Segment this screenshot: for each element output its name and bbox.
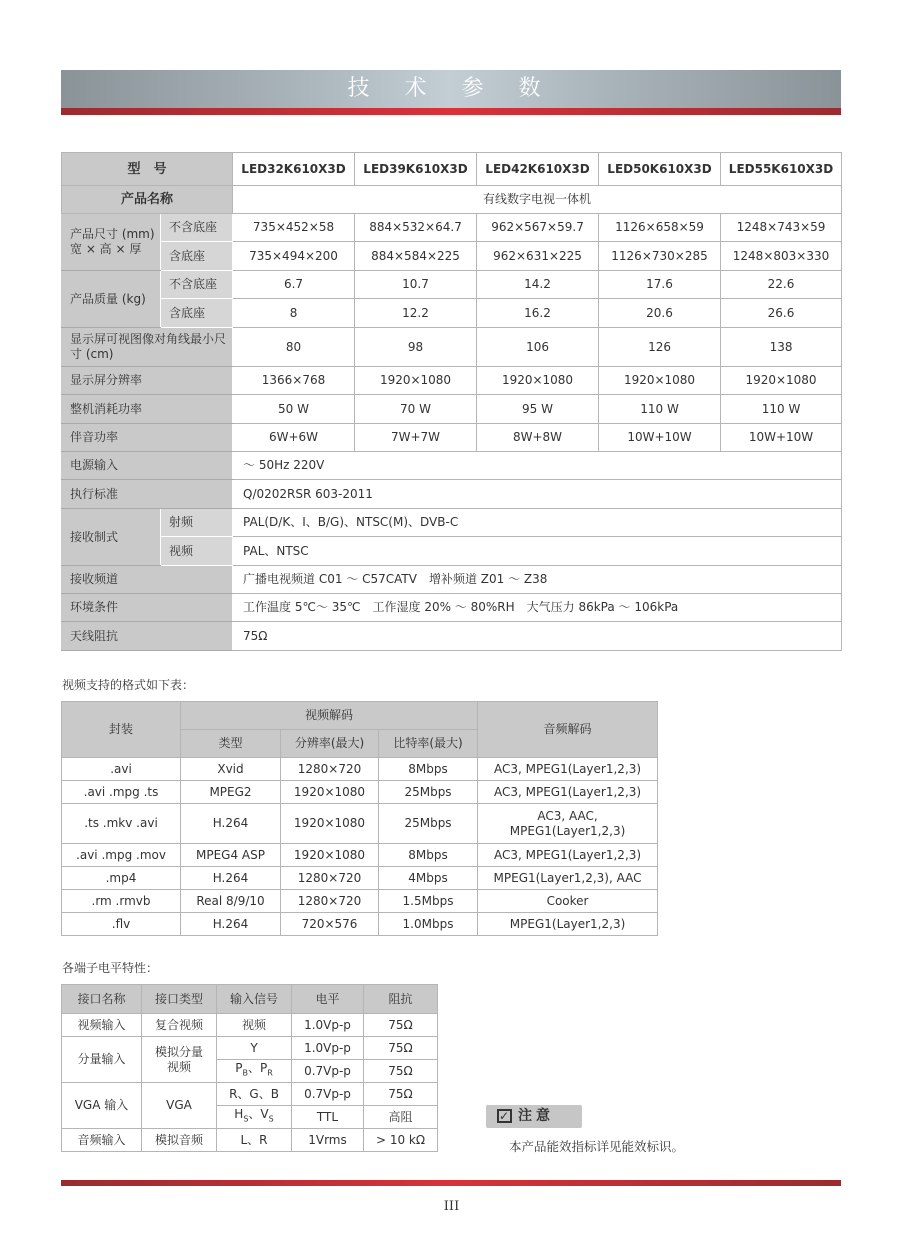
cell: H.264 bbox=[181, 804, 281, 844]
model-cell: LED32K610X3D bbox=[233, 153, 355, 186]
cell: 98 bbox=[355, 328, 477, 367]
cell: 75Ω bbox=[364, 1014, 438, 1037]
hs: H bbox=[234, 1107, 244, 1122]
header-cell: 阻抗 bbox=[364, 985, 438, 1014]
note-text: 本产品能效指标详见能效标识。 bbox=[509, 1139, 685, 1154]
cell: 1920×1080 bbox=[281, 804, 379, 844]
cell: 1248×743×59 bbox=[721, 214, 842, 242]
cell: 26.6 bbox=[721, 299, 842, 328]
cell: 1280×720 bbox=[281, 890, 379, 913]
header-bitrate: 比特率(最大) bbox=[379, 730, 478, 758]
cell bbox=[217, 1106, 292, 1129]
antenna-value: 75Ω bbox=[233, 622, 842, 651]
cell: 模拟分量视频 bbox=[142, 1037, 217, 1083]
table-row bbox=[62, 214, 842, 242]
cell: 126 bbox=[599, 328, 721, 367]
model-cell: LED55K610X3D bbox=[721, 153, 842, 186]
table-row bbox=[62, 1083, 438, 1106]
cell: TTL bbox=[292, 1106, 364, 1129]
pr-sub: R bbox=[267, 1068, 273, 1078]
table-row bbox=[62, 804, 658, 844]
video-caption: 视频支持的格式如下表： bbox=[62, 678, 195, 692]
cell: 8Mbps bbox=[379, 844, 478, 867]
cell: 20.6 bbox=[599, 299, 721, 328]
cell: Xvid bbox=[181, 758, 281, 781]
input-value: ～ 50Hz 220V bbox=[233, 452, 842, 480]
cell: AC3, MPEG1(Layer1,2,3) bbox=[478, 844, 658, 867]
with-stand-label: 含底座 bbox=[161, 299, 233, 328]
pr: P bbox=[259, 1061, 268, 1076]
cell: L、R bbox=[217, 1129, 292, 1152]
weight-label: 产品质量 (kg) bbox=[62, 271, 161, 328]
cell: 884×584×225 bbox=[355, 242, 477, 271]
header-resolution: 分辨率(最大) bbox=[281, 730, 379, 758]
table-row bbox=[62, 395, 842, 424]
cell: .ts .mkv .avi bbox=[62, 804, 181, 844]
cell: 962×631×225 bbox=[477, 242, 599, 271]
cell: 1126×730×285 bbox=[599, 242, 721, 271]
power-label: 整机消耗功率 bbox=[62, 395, 233, 424]
res-label: 显示屏分辨率 bbox=[62, 367, 233, 395]
cell: 10W+10W bbox=[721, 424, 842, 452]
checkbox-icon: ✓ bbox=[497, 1109, 512, 1123]
cell: .flv bbox=[62, 913, 181, 936]
red-divider bbox=[61, 108, 841, 115]
model-cell: LED39K610X3D bbox=[355, 153, 477, 186]
cell: .rm .rmvb bbox=[62, 890, 181, 913]
audio-power-label: 伴音功率 bbox=[62, 424, 233, 452]
table-row bbox=[62, 913, 658, 936]
table-row bbox=[62, 367, 842, 395]
cell: 音频输入 bbox=[62, 1129, 142, 1152]
cell: MPEG1(Layer1,2,3) bbox=[478, 913, 658, 936]
header-cell: 电平 bbox=[292, 985, 364, 1014]
vs: V bbox=[260, 1107, 269, 1122]
cell: 50 W bbox=[233, 395, 355, 424]
cell: 分量输入 bbox=[62, 1037, 142, 1083]
page-number: III bbox=[443, 1199, 460, 1214]
table-row bbox=[62, 985, 438, 1014]
video-format-table bbox=[61, 701, 658, 936]
sep: 、 bbox=[248, 1107, 261, 1122]
cell: 22.6 bbox=[721, 271, 842, 299]
model-cell: LED50K610X3D bbox=[599, 153, 721, 186]
cell: 视频 bbox=[217, 1014, 292, 1037]
cell: 1.0Vp-p bbox=[292, 1037, 364, 1060]
cell: 10W+10W bbox=[599, 424, 721, 452]
cell: 106 bbox=[477, 328, 599, 367]
cell: 14.2 bbox=[477, 271, 599, 299]
without-stand-label: 不含底座 bbox=[161, 214, 233, 242]
std-value: Q/0202RSR 603-2011 bbox=[233, 480, 842, 509]
video-label: 视频 bbox=[161, 537, 233, 566]
table-row bbox=[62, 622, 842, 651]
cell: 1920×1080 bbox=[477, 367, 599, 395]
table-row bbox=[62, 758, 658, 781]
cell: 0.7Vp-p bbox=[292, 1060, 364, 1083]
cell: 1920×1080 bbox=[599, 367, 721, 395]
table-row bbox=[62, 424, 842, 452]
section-title-banner: 技 术 参 数 bbox=[61, 70, 841, 108]
cell: .avi .mpg .ts bbox=[62, 781, 181, 804]
header-video-decode: 视频解码 bbox=[181, 702, 478, 730]
cell: 1280×720 bbox=[281, 758, 379, 781]
recv-label: 接收制式 bbox=[62, 509, 161, 566]
cell: 1920×1080 bbox=[721, 367, 842, 395]
port-table bbox=[61, 984, 438, 1152]
cell: 95 W bbox=[477, 395, 599, 424]
diag-label: 显示屏可视图像对角线最小尺寸 (cm) bbox=[62, 328, 233, 367]
cell: AC3, MPEG1(Layer1,2,3) bbox=[478, 781, 658, 804]
std-label: 执行标准 bbox=[62, 480, 233, 509]
table-row bbox=[62, 867, 658, 890]
video-value: PAL、NTSC bbox=[233, 537, 842, 566]
cell: 1.5Mbps bbox=[379, 890, 478, 913]
cell: 735×452×58 bbox=[233, 214, 355, 242]
cell: AC3, MPEG1(Layer1,2,3) bbox=[478, 758, 658, 781]
table-row bbox=[62, 452, 842, 480]
table-row bbox=[62, 1014, 438, 1037]
cell: 6W+6W bbox=[233, 424, 355, 452]
model-label: 型 号 bbox=[62, 153, 233, 186]
sep: 、 bbox=[247, 1061, 260, 1076]
cell: 1920×1080 bbox=[281, 844, 379, 867]
cell: H.264 bbox=[181, 913, 281, 936]
cell: VGA bbox=[142, 1083, 217, 1129]
cell: 16.2 bbox=[477, 299, 599, 328]
table-row bbox=[62, 509, 842, 537]
cell: 7W+7W bbox=[355, 424, 477, 452]
cell: 1126×658×59 bbox=[599, 214, 721, 242]
table-row bbox=[62, 480, 842, 509]
pb-sub: B bbox=[242, 1068, 248, 1078]
cell: 1920×1080 bbox=[355, 367, 477, 395]
header-pack: 封装 bbox=[62, 702, 181, 758]
table-row bbox=[62, 890, 658, 913]
cell: AC3, AAC, MPEG1(Layer1,2,3) bbox=[478, 804, 658, 844]
cell: 1.0Mbps bbox=[379, 913, 478, 936]
cell: 735×494×200 bbox=[233, 242, 355, 271]
cell: 高阻 bbox=[364, 1106, 438, 1129]
cell: 1Vrms bbox=[292, 1129, 364, 1152]
cell: H.264 bbox=[181, 867, 281, 890]
cell: 70 W bbox=[355, 395, 477, 424]
table-row bbox=[62, 328, 842, 367]
cell: 1248×803×330 bbox=[721, 242, 842, 271]
cell: 复合视频 bbox=[142, 1014, 217, 1037]
name-label: 产品名称 bbox=[62, 186, 233, 214]
bottom-red-divider bbox=[61, 1180, 841, 1186]
cell: 138 bbox=[721, 328, 842, 367]
cell: 25Mbps bbox=[379, 781, 478, 804]
table-row bbox=[62, 566, 842, 594]
table-row bbox=[62, 1129, 438, 1152]
cell: 8Mbps bbox=[379, 758, 478, 781]
cell: 720×576 bbox=[281, 913, 379, 936]
header-type: 类型 bbox=[181, 730, 281, 758]
cell: 80 bbox=[233, 328, 355, 367]
table-row bbox=[62, 299, 842, 328]
cell: MPEG4 ASP bbox=[181, 844, 281, 867]
cell: 6.7 bbox=[233, 271, 355, 299]
header-cell: 接口名称 bbox=[62, 985, 142, 1014]
cell: Cooker bbox=[478, 890, 658, 913]
table-row bbox=[62, 594, 842, 622]
cell: 1280×720 bbox=[281, 867, 379, 890]
cell: 75Ω bbox=[364, 1060, 438, 1083]
cell: VGA 输入 bbox=[62, 1083, 142, 1129]
cell: 884×532×64.7 bbox=[355, 214, 477, 242]
cell: Real 8/9/10 bbox=[181, 890, 281, 913]
cell: MPEG2 bbox=[181, 781, 281, 804]
rf-label: 射频 bbox=[161, 509, 233, 537]
cell: 110 W bbox=[721, 395, 842, 424]
cell: 110 W bbox=[599, 395, 721, 424]
header-cell: 接口类型 bbox=[142, 985, 217, 1014]
table-row bbox=[62, 271, 842, 299]
cell: MPEG1(Layer1,2,3), AAC bbox=[478, 867, 658, 890]
without-stand-label: 不含底座 bbox=[161, 271, 233, 299]
table-row bbox=[62, 781, 658, 804]
port-caption: 各端子电平特性： bbox=[62, 961, 159, 975]
cell: 75Ω bbox=[364, 1037, 438, 1060]
cell: 17.6 bbox=[599, 271, 721, 299]
with-stand-label: 含底座 bbox=[161, 242, 233, 271]
rf-value: PAL(D/K、I、B/G)、NTSC(M)、DVB-C bbox=[233, 509, 842, 537]
cell: .mp4 bbox=[62, 867, 181, 890]
cell: 1.0Vp-p bbox=[292, 1014, 364, 1037]
table-row bbox=[62, 242, 842, 271]
cell: 4Mbps bbox=[379, 867, 478, 890]
hs-sub: S bbox=[243, 1114, 249, 1124]
table-row bbox=[62, 186, 842, 214]
spec-table bbox=[61, 152, 842, 651]
cell: 25Mbps bbox=[379, 804, 478, 844]
note-title: 注意 bbox=[518, 1108, 554, 1124]
env-value: 工作温度 5℃～ 35℃ 工作湿度 20% ～ 80%RH 大气压力 86kPa ～ 106kPa bbox=[233, 594, 842, 622]
cell: 模拟音频 bbox=[142, 1129, 217, 1152]
cell: > 10 kΩ bbox=[364, 1129, 438, 1152]
name-value: 有线数字电视一体机 bbox=[233, 186, 842, 214]
cell: 1920×1080 bbox=[281, 781, 379, 804]
table-row bbox=[62, 702, 658, 730]
cell: 8W+8W bbox=[477, 424, 599, 452]
cell: .avi bbox=[62, 758, 181, 781]
header-cell: 输入信号 bbox=[217, 985, 292, 1014]
antenna-label: 天线阻抗 bbox=[62, 622, 233, 651]
input-label: 电源输入 bbox=[62, 452, 233, 480]
cell: 962×567×59.7 bbox=[477, 214, 599, 242]
cell: 0.7Vp-p bbox=[292, 1083, 364, 1106]
vs-sub: S bbox=[268, 1114, 274, 1124]
table-row bbox=[62, 844, 658, 867]
cell bbox=[217, 1060, 292, 1083]
table-row bbox=[62, 537, 842, 566]
cell: 8 bbox=[233, 299, 355, 328]
header-audio-decode: 音频解码 bbox=[478, 702, 658, 758]
cell: 12.2 bbox=[355, 299, 477, 328]
pb: P bbox=[235, 1061, 243, 1076]
table-row bbox=[62, 153, 842, 186]
cell: 1366×768 bbox=[233, 367, 355, 395]
cell: 75Ω bbox=[364, 1083, 438, 1106]
channel-value: 广播电视频道 C01 ～ C57CATV 增补频道 Z01 ～ Z38 bbox=[233, 566, 842, 594]
channel-label: 接收频道 bbox=[62, 566, 233, 594]
cell: 10.7 bbox=[355, 271, 477, 299]
note-badge bbox=[486, 1105, 582, 1128]
cell: R、G、B bbox=[217, 1083, 292, 1106]
cell: .avi .mpg .mov bbox=[62, 844, 181, 867]
cell: 视频输入 bbox=[62, 1014, 142, 1037]
size-label: 产品尺寸 (mm) 宽 × 高 × 厚 bbox=[62, 214, 161, 271]
table-row bbox=[62, 1037, 438, 1060]
model-cell: LED42K610X3D bbox=[477, 153, 599, 186]
env-label: 环境条件 bbox=[62, 594, 233, 622]
cell: Y bbox=[217, 1037, 292, 1060]
